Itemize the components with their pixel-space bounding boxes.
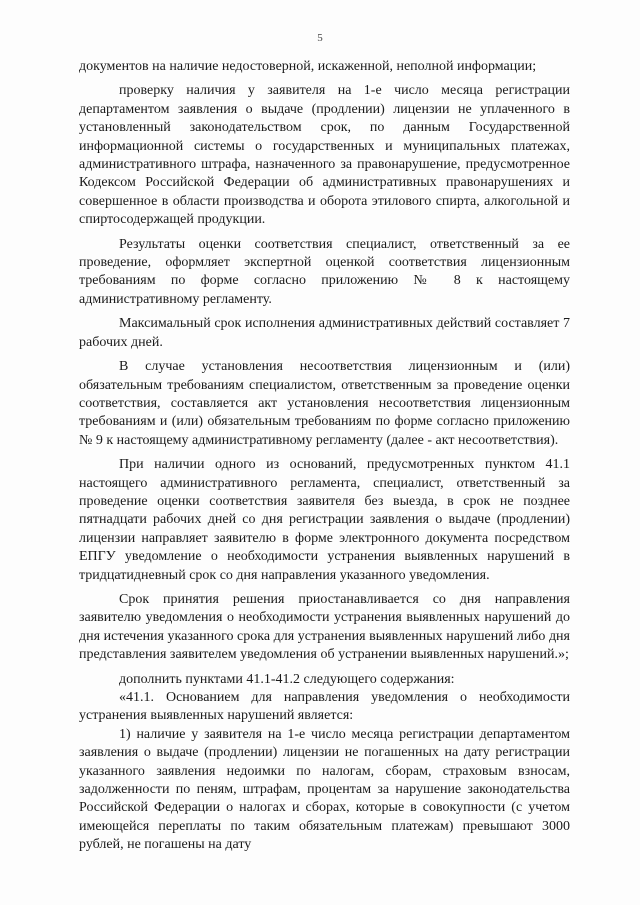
paragraph-5: В случае установления несоответствия лицензионным и (или) обязательным требованиям специалистом, ответственным за проведение оценки соответствия, составляется акт установления несоответствия лицензионным требованиям и (или) обязательным требованиям по форме согласно приложению № 9 к настоящему административному регламенту (далее - акт несоответствия). — [79, 359, 570, 448]
paragraph-9: «41.1. Основанием для направления уведомления о необходимости устранения выявленных нарушений является: — [79, 690, 570, 724]
paragraph-8: дополнить пунктами 41.1-41.2 следующего содержания: — [119, 671, 455, 687]
paragraph-6: При наличии одного из оснований, предусмотренных пунктом 41.1 настоящего административного регламента, специалист, ответственный за проведение оценки соответствия заявителя без выезда, в срок не позднее пятнадцати рабочих дней со дня регистрации заявления о выдаче (продлении) лицензии направляет заявителю в форме электронного документа посредством ЕПГУ уведомление о необходимости устранения выявленных нарушений в тридцатидневный срок со дня направления указанного уведомления. — [79, 457, 570, 583]
paragraph-1: документов на наличие недостоверной, искаженной, неполной информации; — [79, 59, 537, 74]
paragraph-2: проверку наличия у заявителя на 1-е число месяца регистрации департаментом заявления о выдаче (продлении) лицензии не уплаченного в установленный законодательством срок, по данным Государственной информационной системы о государственных и муниципальных платежах, административного штрафа, назначенного за правонарушение, предусмотренное Кодексом Российской Федерации об административных правонарушениях и совершенное в области производства и оборота этилового спирта, алкогольной и спиртосодержащей продукции. — [79, 83, 570, 228]
paragraph-10: 1) наличие у заявителя на 1-е число месяца регистрации департаментом заявления о выдаче (продлении) лицензии не погашенных на дату регистрации указанного заявления недоимки по налогам, сборам, страховым взносам, задолженности по пеням, штрафам, процентам за нарушение законодательства Российской Федерации о налогах и сборах, которые в совокупности (с учетом имеющейся переплаты по таким обязательным платежам) превышают 3000 рублей, не погашены на дату — [79, 726, 570, 853]
paragraph-3: Результаты оценки соответствия специалист, ответственный за ее проведение, оформляет экспертной оценкой соответствия лицензионным требованиям по форме согласно приложению № 8 к настоящему административному регламенту. — [79, 236, 570, 307]
page-number: 5 — [317, 32, 323, 44]
document-body — [79, 58, 570, 855]
paragraph-4: Максимальный срок исполнения административных действий составляет 7 рабочих дней. — [79, 316, 570, 350]
paragraph-7: Срок принятия решения приостанавливается со дня направления заявителю уведомления о необходимости устранения выявленных нарушений до дня истечения указанного срока для устранения выявленных нарушений либо дня представления заявителем уведомления об устранении выявленных нарушений.»; — [79, 591, 570, 663]
